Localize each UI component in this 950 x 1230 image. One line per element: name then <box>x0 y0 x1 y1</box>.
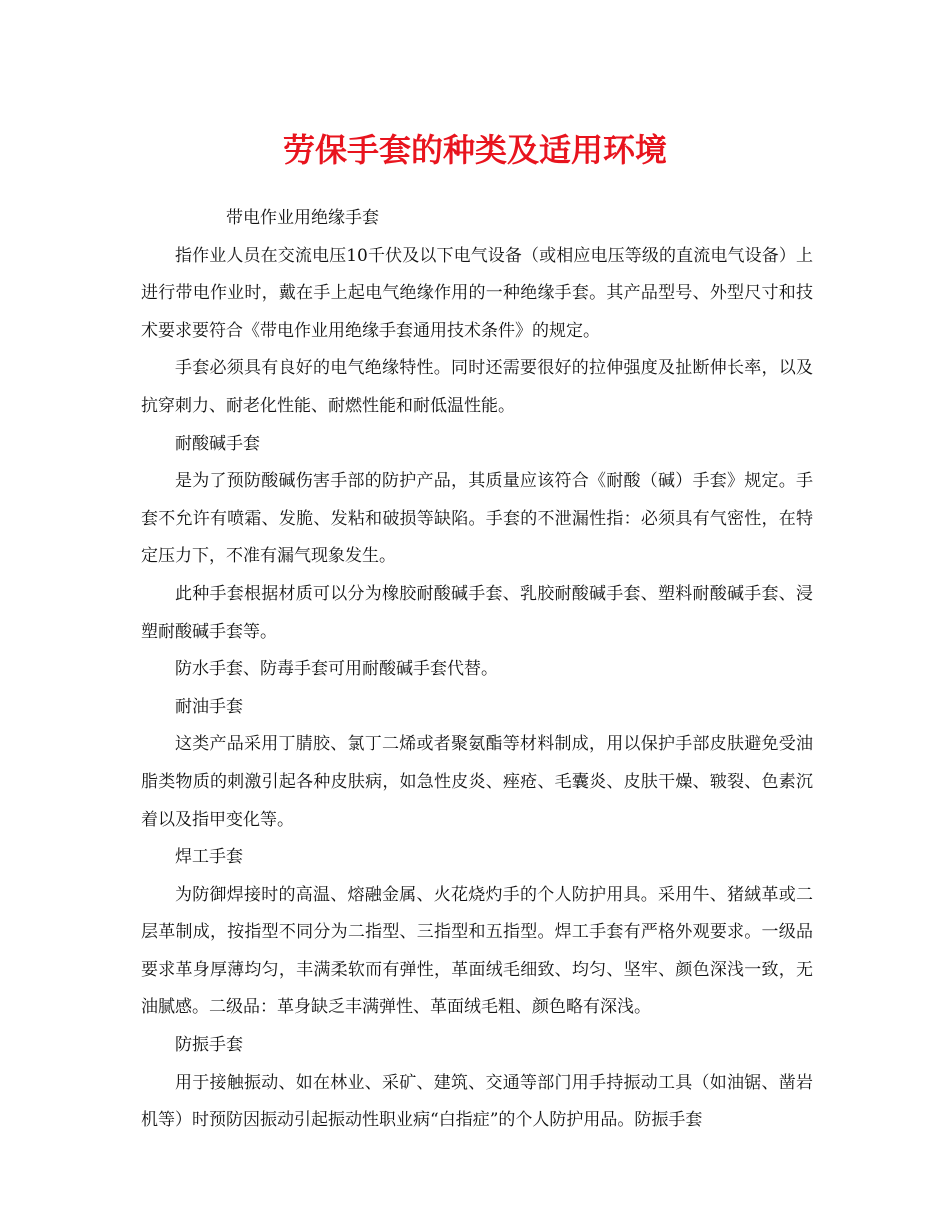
paragraph: 防水手套、防毒手套可用耐酸碱手套代替。 <box>175 659 498 680</box>
section-heading-insulating-gloves: 带电作业用绝缘手套 <box>226 208 379 228</box>
paragraph: 用于接触振动、如在林业、采矿、建筑、交通等部门用手持振动工具（如油锯、凿岩机等）时预防因振动引起振动性职业病“白指症”的个人防护用品。防振手套 <box>141 1072 813 1131</box>
paragraph: 手套必须具有良好的电气绝缘特性。同时还需要很好的拉伸强度及扯断伸长率，以及抗穿刺力、耐老化性能、耐燃性能和耐低温性能。 <box>141 358 813 416</box>
paragraph: 此种手套根据材质可以分为橡胶耐酸碱手套、乳胶耐酸碱手套、塑料耐酸碱手套、浸塑耐酸碱手套等。 <box>141 583 813 642</box>
paragraph: 这类产品采用丁腈胶、氯丁二烯或者聚氨酯等材料制成，用以保护手部皮肤避免受油脂类物质的刺激引起各种皮肤病，如急性皮炎、痤疮、毛囊炎、皮肤干燥、皲裂、色素沉着以及指甲变化等。 <box>141 734 813 830</box>
document-title: 劳保手套的种类及适用环境 <box>282 131 667 169</box>
section-heading-acid-alkali-gloves: 耐酸碱手套 <box>175 433 260 454</box>
section-heading-oil-resistant-gloves: 耐油手套 <box>175 696 243 717</box>
document-body <box>141 200 813 1140</box>
section-heading-anti-vibration-gloves: 防振手套 <box>175 1035 243 1056</box>
section-heading-welding-gloves: 焊工手套 <box>175 847 243 868</box>
paragraph: 指作业人员在交流电压10千伏及以下电气设备（或相应电压等级的直流电气设备）上进行带电作业时，戴在手上起电气绝缘作用的一种绝缘手套。其产品型号、外型尺寸和技术要求要符合《带电作业用绝缘手套通用技术条件》的规定。 <box>141 245 813 341</box>
paragraph: 是为了预防酸碱伤害手部的防护产品，其质量应该符合《耐酸（碱）手套》规定。手套不允许有喷霜、发脆、发粘和破损等缺陷。手套的不泄漏性指：必须具有气密性，在特定压力下，不准有漏气现象发生。 <box>141 471 813 567</box>
paragraph: 为防御焊接时的高温、熔融金属、火花烧灼手的个人防护用具。采用牛、猪絨革或二层革制成，按指型不同分为二指型、三指型和五指型。焊工手套有严格外观要求。一级品要求革身厚薄均匀，丰满柔软而有弹性，革面绒毛细致、均匀、坚牢、颜色深浅一致，无油腻感。二级品：革身缺乏丰满弹性、革面绒毛粗、颜色略有深浅。 <box>141 884 813 1018</box>
